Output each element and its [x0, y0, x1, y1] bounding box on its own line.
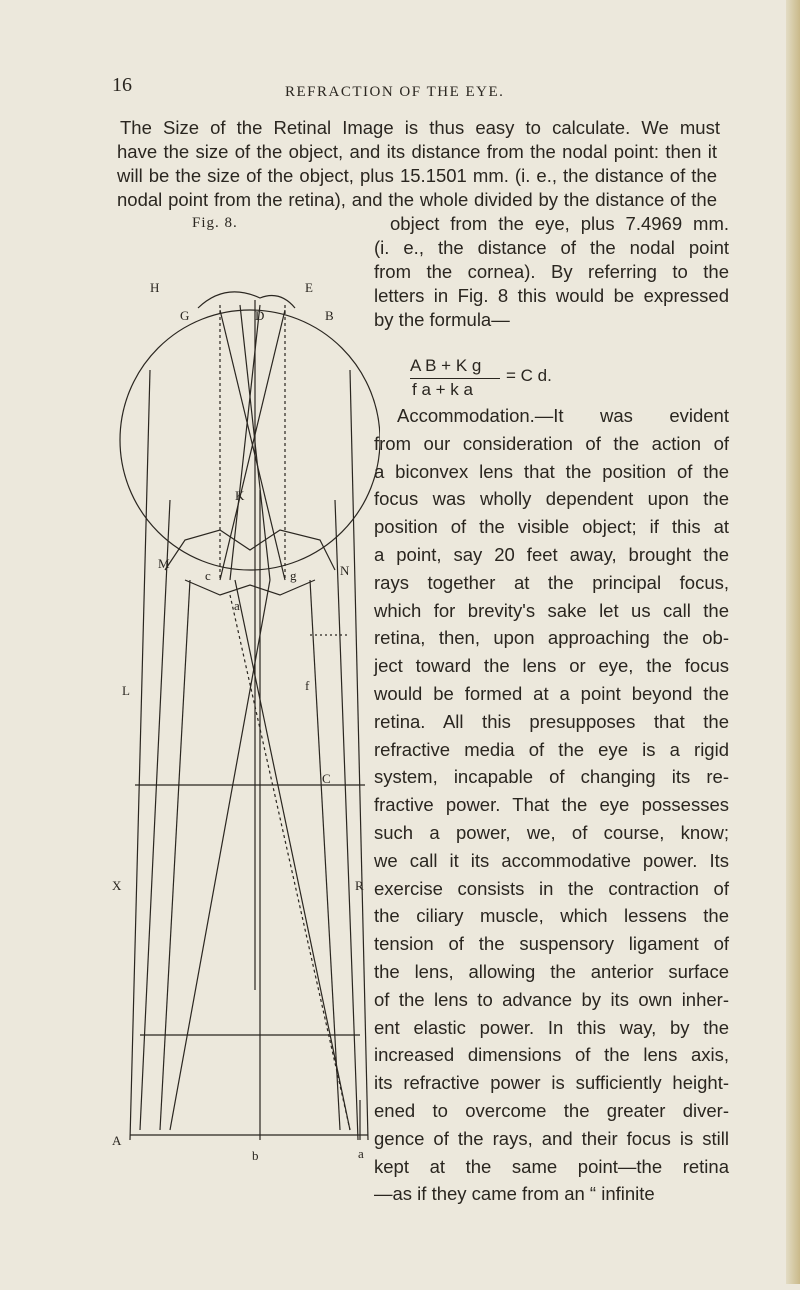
label-R: R	[355, 878, 364, 893]
intro-line: The Size of the Retinal Image is thus easy to calculate. We must	[120, 117, 720, 138]
label-C: C	[322, 771, 331, 786]
page-number: 16	[112, 74, 132, 96]
body-line: Accommodation.—It was evident	[397, 405, 729, 426]
label-G: G	[180, 308, 190, 323]
body-line: the ciliary muscle, which lessens the	[374, 905, 729, 927]
label-E: E	[305, 280, 313, 295]
formula-result: = C d.	[506, 366, 552, 385]
body-line: rays together at the principal focus,	[374, 571, 729, 593]
label-a2: a	[358, 1146, 364, 1161]
body-line: a biconvex lens that the position of the	[374, 460, 729, 482]
body-line: would be formed at a point beyond the	[374, 683, 729, 704]
cornea	[198, 292, 295, 308]
label-A: A	[112, 1133, 122, 1148]
body-line: its refractive power is sufficiently height-	[374, 1072, 729, 1094]
body-line: retina, then, upon approaching the ob-	[374, 627, 729, 649]
column-line: by the formula—	[374, 309, 510, 330]
label-g: g	[290, 568, 297, 583]
label-c: c	[205, 568, 211, 583]
label-B: B	[325, 308, 334, 323]
label-b: b	[252, 1148, 259, 1163]
body-line: ened to overcome the greater diver-	[374, 1100, 729, 1121]
column-line: (i. e., the distance of the nodal point	[374, 237, 729, 258]
intro-line: have the size of the object, and its distance from the nodal point: then it	[117, 141, 717, 162]
label-a: a	[234, 598, 240, 613]
body-line: increased dimensions of the lens axis,	[374, 1044, 729, 1066]
label-M: M	[158, 556, 170, 571]
formula	[410, 356, 570, 400]
body-line: ent elastic power. In this way, by the	[374, 1016, 729, 1038]
body-line: exercise consists in the contraction of	[374, 877, 729, 899]
body-line: such a power, we, of course, know;	[374, 822, 729, 843]
eye-diagram	[110, 250, 380, 1290]
body-line: fractive power. That the eye possesses	[374, 794, 729, 816]
body-line: a point, say 20 feet away, brought the	[374, 544, 729, 565]
label-f: f	[305, 678, 310, 693]
body-line: we call it its accommodative power. Its	[374, 849, 729, 871]
label-N: N	[340, 563, 350, 578]
label-K: K	[235, 488, 245, 503]
running-head: REFRACTION OF THE EYE.	[285, 84, 505, 100]
column-line: from the cornea). By referring to the	[374, 261, 729, 282]
body-line: position of the visible object; if this at	[374, 516, 729, 538]
body-line: ject toward the lens or eye, the focus	[374, 655, 729, 677]
column-line: object from the eye, plus 7.4969 mm.	[390, 213, 729, 234]
body-line: retina. All this presupposes that the	[374, 710, 729, 732]
label-D: D	[255, 308, 265, 323]
body-line: focus was wholly dependent upon the	[374, 488, 729, 510]
formula-numerator: A B + K g	[410, 356, 482, 375]
body-line: system, incapable of changing its re-	[374, 766, 729, 788]
body-line: the lens, allowing the anterior surface	[374, 961, 729, 982]
intro-line: nodal point from the retina), and the whole divided by the distance of the	[117, 189, 717, 210]
body-line: kept at the same point—the retina	[374, 1155, 729, 1177]
body-line: refractive media of the eye is a rigid	[374, 738, 729, 760]
body-line: gence of the rays, and their focus is still	[374, 1127, 729, 1149]
body-line: —as if they came from an “ infinite	[374, 1183, 655, 1205]
body-line: which for brevity's sake let us call the	[374, 599, 729, 621]
body-line: of the lens to advance by its own inher-	[374, 988, 729, 1010]
intro-line: will be the size of the object, plus 15.1501 mm. (i. e., the distance of the	[117, 165, 717, 186]
page-edge	[786, 0, 800, 1284]
figure-label: Fig. 8.	[192, 215, 238, 231]
body-line: tension of the suspensory ligament of	[374, 933, 729, 955]
column-line: letters in Fig. 8 this would be expressed	[374, 285, 729, 306]
fraction-bar	[410, 378, 500, 379]
lens-top	[165, 530, 335, 570]
label-L: L	[122, 683, 130, 698]
label-X: X	[112, 878, 122, 893]
eye-outline	[120, 310, 380, 570]
label-H: H	[150, 280, 160, 295]
formula-denominator: f a + k a	[412, 380, 473, 399]
body-line: from our consideration of the action of	[374, 432, 729, 454]
